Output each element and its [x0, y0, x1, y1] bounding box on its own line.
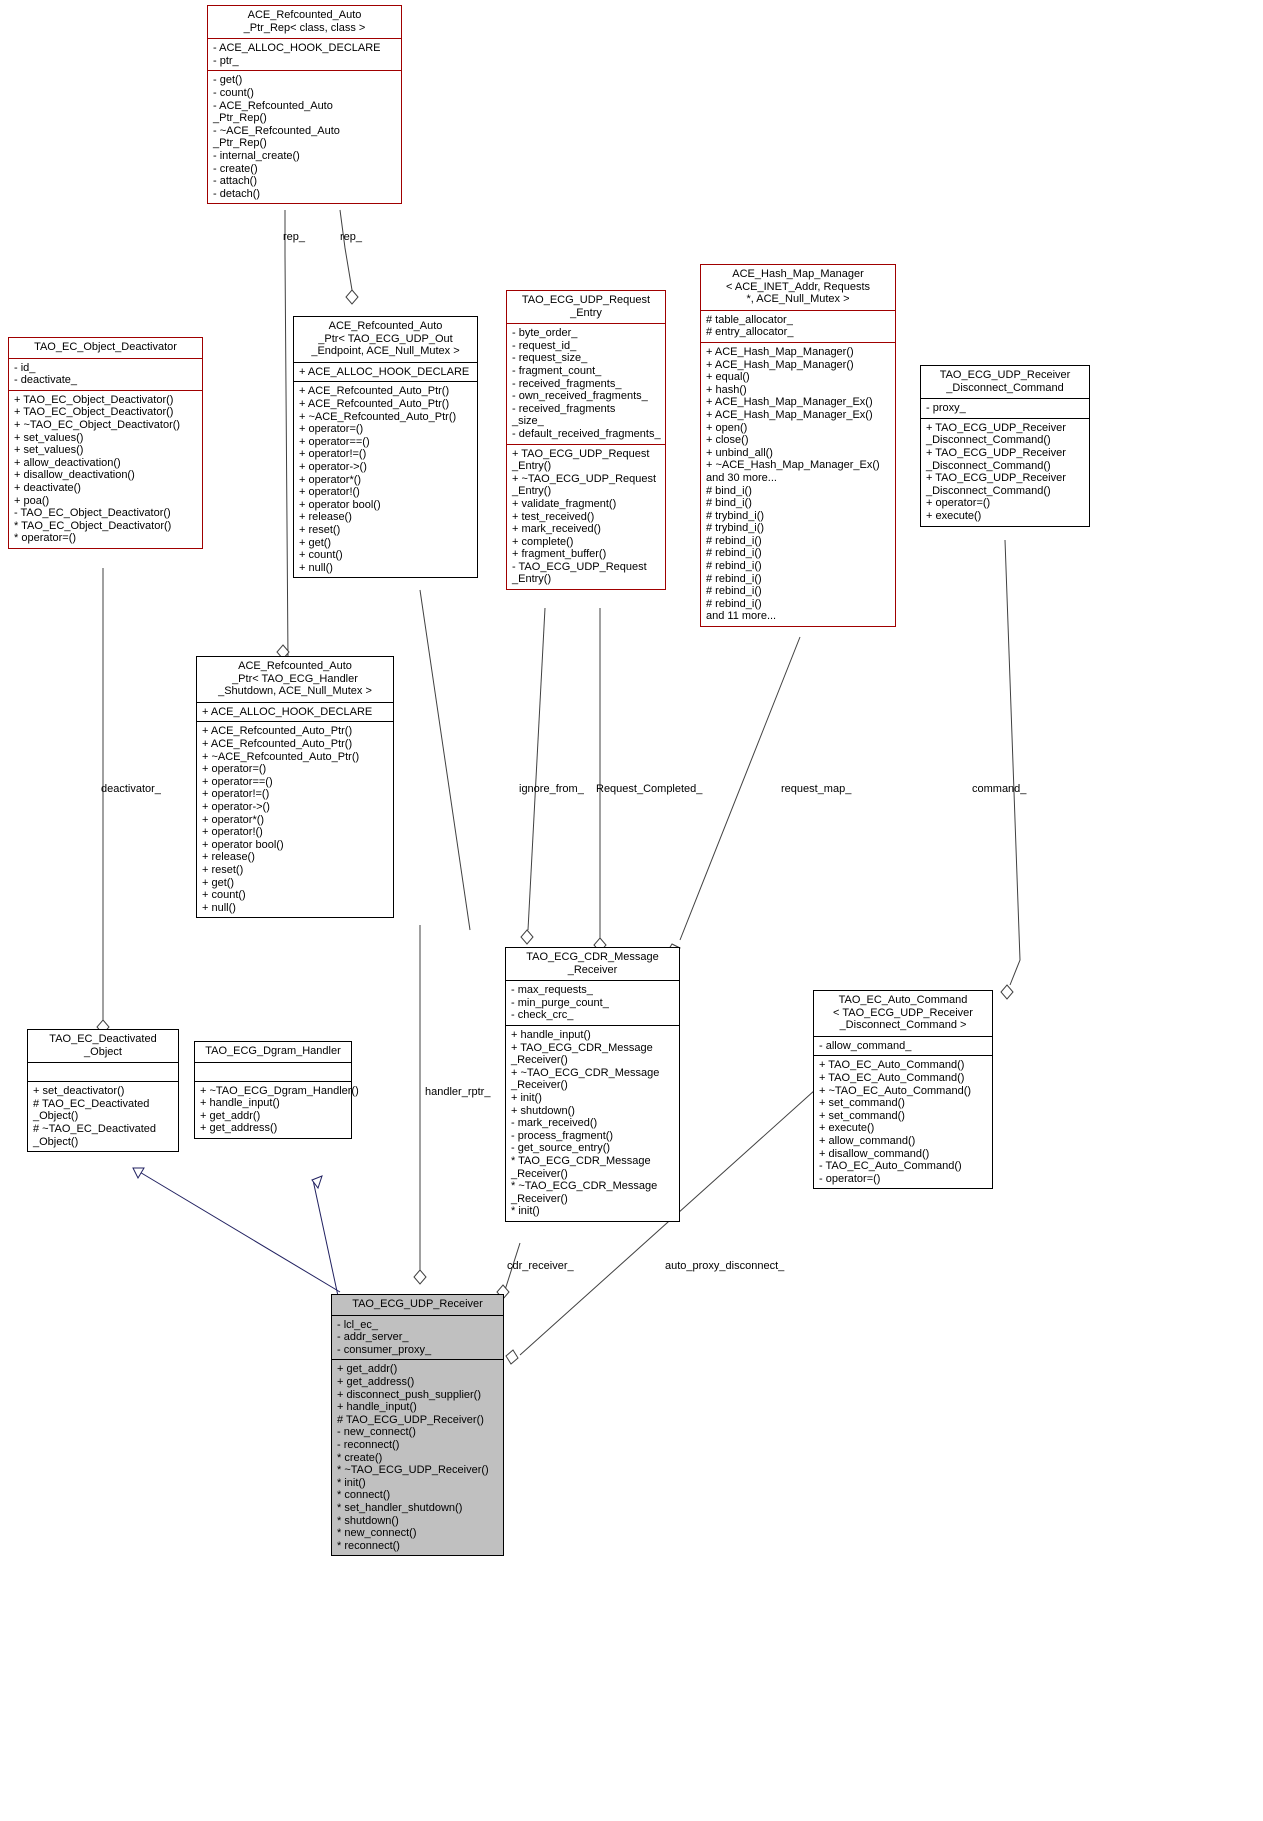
class-title: ACE_Refcounted_Auto _Ptr< TAO_ECG_Handler _Shutdown, ACE_Null_Mutex >: [218, 660, 372, 698]
class-operations: + ~TAO_ECG_Dgram_Handler() + handle_input() + get_addr() + get_address(): [200, 1084, 359, 1135]
class-tao-ecg-udp-receiver[interactable]: [331, 1294, 504, 1556]
class-attributes: - byte_order_ - request_id_ - request_size_ - fragment_count_ - received_fragments_ - own_received_fragments_ - received_fragments _size_ - default_received_fragments_: [512, 327, 661, 440]
class-attributes: - allow_command_: [819, 1039, 912, 1052]
class-operations: + TAO_ECG_UDP_Receiver _Disconnect_Command() + TAO_ECG_UDP_Receiver _Disconnect_Command() + TAO_ECG_UDP_Receiver _Disconnect_Command() + operator=() + execute(): [926, 421, 1066, 522]
class-attributes: - proxy_: [926, 402, 966, 415]
class-title: ACE_Refcounted_Auto _Ptr_Rep< class, class >: [243, 9, 366, 34]
class-attributes: - id_ - deactivate_: [14, 361, 77, 387]
class-operations: + TAO_ECG_UDP_Request _Entry() + ~TAO_ECG_UDP_Request _Entry() + validate_fragment() + test_received() + mark_received() + complete() + fragment_buffer() - TAO_ECG_UDP_Request _Entry(): [512, 447, 657, 586]
class-tao-ec-deactivated-object[interactable]: [27, 1029, 179, 1152]
class-operations: + ACE_Refcounted_Auto_Ptr() + ACE_Refcounted_Auto_Ptr() + ~ACE_Refcounted_Auto_Ptr() + operator=() + operator==() + operator!=() + operator->() + operator*() + operator!() + operator bool() + release() + reset() + get() + count() + null(): [202, 725, 360, 914]
edge-label-request-map: request_map_: [781, 783, 852, 795]
class-tao-ec-auto-command[interactable]: [813, 990, 993, 1189]
class-attributes: - max_requests_ - min_purge_count_ - check_crc_: [511, 984, 609, 1022]
class-ace-refcounted-auto-ptr-handler-shutdown[interactable]: [196, 656, 394, 918]
class-operations: + TAO_EC_Auto_Command() + TAO_EC_Auto_Command() + ~TAO_EC_Auto_Command() + set_command() + set_command() + execute() + allow_command() + disallow_command() - TAO_EC_Auto_Command() - operator=(): [819, 1059, 972, 1185]
class-tao-ecg-udp-request-entry[interactable]: [506, 290, 666, 590]
class-tao-ecg-cdr-message-receiver[interactable]: [505, 947, 680, 1222]
class-title: TAO_EC_Auto_Command < TAO_ECG_UDP_Receiver _Disconnect_Command >: [833, 994, 973, 1032]
class-attributes: + ACE_ALLOC_HOOK_DECLARE: [299, 365, 470, 378]
class-title: TAO_ECG_UDP_Request _Entry: [521, 294, 651, 319]
class-title: ACE_Hash_Map_Manager < ACE_INET_Addr, Requests *, ACE_Null_Mutex >: [726, 268, 870, 306]
edge-label-command: command_: [972, 783, 1027, 795]
class-tao-ecg-dgram-handler[interactable]: [194, 1041, 359, 1139]
class-attributes: - ACE_ALLOC_HOOK_DECLARE - ptr_: [213, 42, 381, 67]
class-ace-refcounted-auto-ptr-udp-out-endpoint[interactable]: [293, 316, 478, 578]
class-attributes: - lcl_ec_ - addr_server_ - consumer_proxy_: [337, 1318, 432, 1356]
class-tao-ec-object-deactivator[interactable]: [8, 337, 203, 549]
class-title: ACE_Refcounted_Auto _Ptr< TAO_ECG_UDP_Out _Endpoint, ACE_Null_Mutex >: [311, 320, 460, 358]
edge-label-rep-1: rep_: [283, 231, 306, 243]
class-title: TAO_ECG_CDR_Message _Receiver: [526, 951, 659, 976]
class-attributes: # table_allocator_ # entry_allocator_: [706, 313, 794, 339]
class-title: TAO_EC_Deactivated _Object: [49, 1033, 157, 1058]
class-title: TAO_ECG_UDP_Receiver _Disconnect_Command: [939, 369, 1071, 394]
class-operations: + ACE_Refcounted_Auto_Ptr() + ACE_Refcounted_Auto_Ptr() + ~ACE_Refcounted_Auto_Ptr() + operator=() + operator==() + operator!=() + operator->() + operator*() + operator!() + operator bool() + release() + reset() + get() + count() + null(): [299, 385, 457, 574]
class-attributes: [195, 1063, 351, 1081]
edge-label-deactivator: deactivator_: [101, 783, 161, 795]
edge-label-handler-rptr: handler_rptr_: [425, 1086, 491, 1098]
class-attributes: + ACE_ALLOC_HOOK_DECLARE: [202, 705, 373, 718]
class-operations: + get_addr() + get_address() + disconnect_push_supplier() + handle_input() # TAO_ECG_UDP_Receiver() - new_connect() - reconnect() * create() * ~TAO_ECG_UDP_Receiver() * init() * connect() * set_handler_shutdown() * shutdown() * new_connect() * reconnect(): [337, 1363, 489, 1552]
class-title: TAO_ECG_Dgram_Handler: [205, 1045, 341, 1057]
class-operations: + set_deactivator() # TAO_EC_Deactivated _Object() # ~TAO_EC_Deactivated _Object(): [33, 1085, 156, 1148]
class-tao-ecg-udp-receiver-disconnect-command[interactable]: [920, 365, 1090, 527]
edge-label-rep-2: rep_: [340, 231, 363, 243]
class-title: TAO_ECG_UDP_Receiver: [352, 1298, 483, 1310]
edge-label-cdr-receiver: cdr_receiver_: [507, 1260, 574, 1272]
edge-label-auto-proxy-disconnect: auto_proxy_disconnect_: [665, 1260, 785, 1272]
class-ace-refcounted-auto-ptr-rep[interactable]: [207, 5, 402, 204]
class-operations: + handle_input() + TAO_ECG_CDR_Message _Receiver() + ~TAO_ECG_CDR_Message _Receiver() + init() + shutdown() - mark_received() - process_fragment() - get_source_entry() * TAO_ECG_CDR_Message _Receiver() * ~TAO_ECG_CDR_Message _Receiver() * init(): [511, 1028, 660, 1218]
edge-label-request-completed: Request_Completed_: [596, 783, 703, 795]
class-operations: - get() - count() - ACE_Refcounted_Auto _Ptr_Rep() - ~ACE_Refcounted_Auto _Ptr_Rep() - internal_create() - create() - attach() - detach(): [213, 74, 340, 200]
class-attributes: [28, 1063, 178, 1081]
class-operations: + ACE_Hash_Map_Manager() + ACE_Hash_Map_Manager() + equal() + hash() + ACE_Hash_Map_Manager_Ex() + ACE_Hash_Map_Manager_Ex() + open() + close() + unbind_all() + ~ACE_Hash_Map_Manager_Ex() and 30 more... # bind_i() # bind_i() # trybind_i() # trybind_i() # rebind_i() # rebind_i() # rebind_i() # rebind_i() # rebind_i() # rebind_i() and 11 more...: [706, 345, 880, 623]
class-operations: + TAO_EC_Object_Deactivator() + TAO_EC_Object_Deactivator() + ~TAO_EC_Object_Deactivator() + set_values() + set_values() + allow_deactivation() + disallow_deactivation() + deactivate() + poa() - TAO_EC_Object_Deactivator() * TAO_EC_Object_Deactivator() * operator=(): [14, 393, 181, 545]
edge-label-ignore-from: ignore_from_: [519, 783, 584, 795]
class-ace-hash-map-manager[interactable]: [700, 264, 896, 627]
class-title: TAO_EC_Object_Deactivator: [34, 341, 177, 353]
